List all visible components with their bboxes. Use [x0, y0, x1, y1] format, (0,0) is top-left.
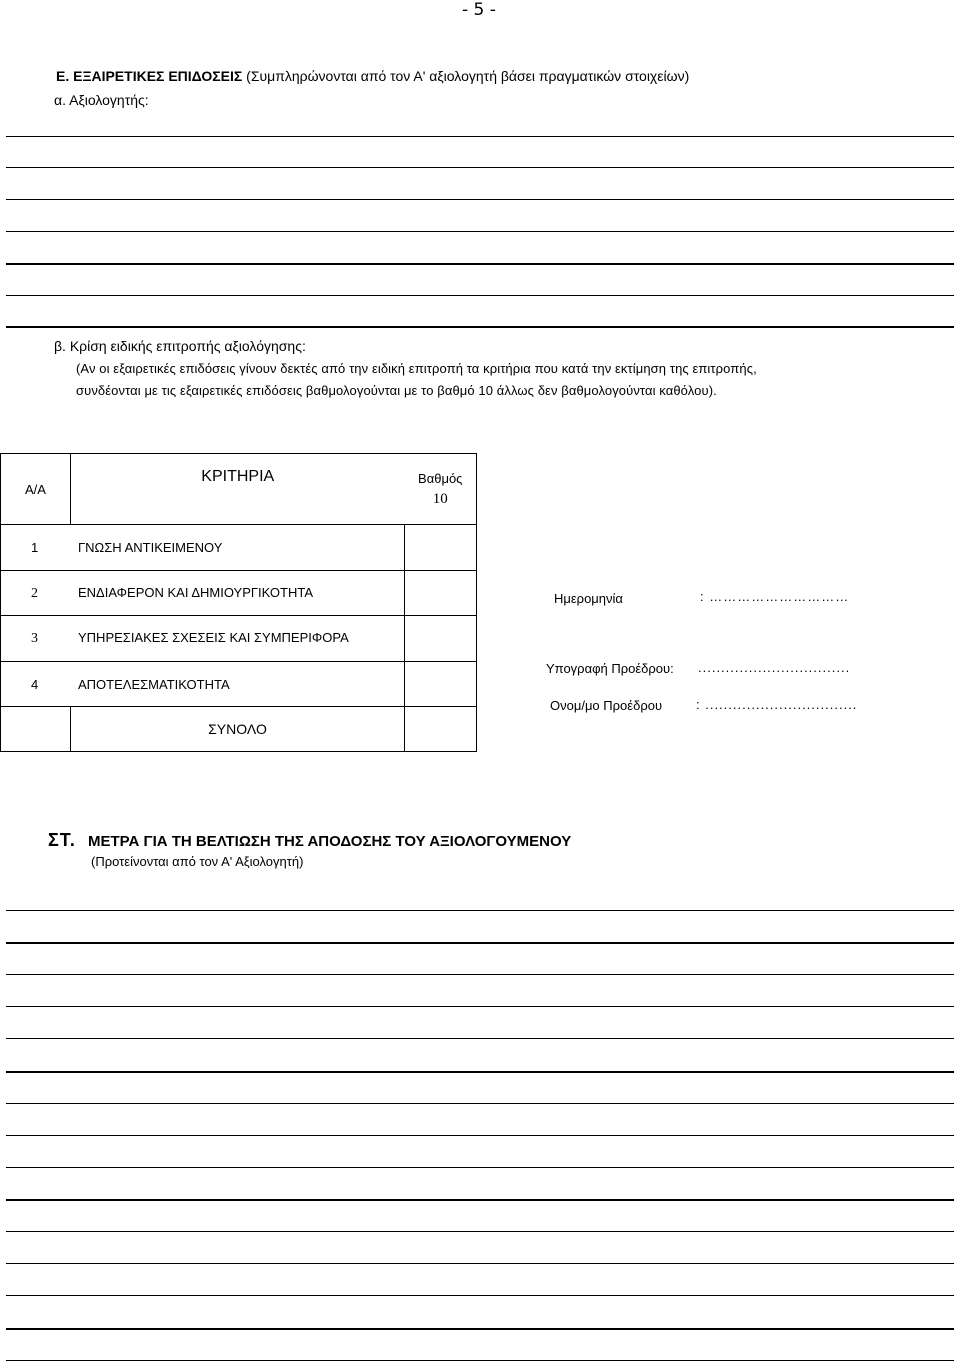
page-number: - 5 -: [462, 0, 496, 20]
criterion-number: 4: [31, 676, 39, 692]
grade-cell[interactable]: [405, 616, 477, 662]
criterion-cell: [1, 616, 405, 662]
criterion-label: ΓΝΩΣΗ ΑΝΤΙΚΕΙΜΕΝΟΥ: [78, 540, 223, 555]
evaluator-line[interactable]: [6, 199, 954, 200]
table-row: [1, 662, 477, 707]
evaluator-line[interactable]: [6, 167, 954, 168]
committee-label: β. Κρίση ειδικής επιτροπής αξιολόγησης:: [54, 338, 306, 354]
criterion-cell: [1, 525, 405, 571]
section-st-subtitle: (Προτείνονται από τον Α' Αξιολογητή): [91, 854, 304, 869]
measures-line[interactable]: [6, 1263, 954, 1264]
grade-cell[interactable]: [405, 571, 477, 616]
evaluator-line[interactable]: [6, 326, 954, 328]
header-grade: [405, 454, 477, 525]
date-label: Ημερομηνία: [554, 591, 623, 606]
measures-line[interactable]: [6, 1006, 954, 1007]
measures-line[interactable]: [6, 974, 954, 975]
president-signature-label: Υπογραφή Προέδρου:: [546, 661, 674, 676]
criterion-number: 3: [31, 631, 38, 646]
criterion-label: ΕΝΔΙΑΦΕΡΟΝ ΚΑΙ ΔΗΜΙΟΥΡΓΙΚΟΤΗΤΑ: [78, 584, 314, 600]
total-spacer: [1, 707, 71, 752]
header-grade-value: 10: [432, 491, 448, 507]
measures-line[interactable]: [6, 1231, 954, 1232]
header-criteria-label: ΚΡΙΤΗΡΙΑ: [201, 468, 275, 485]
criterion-number: 2: [31, 585, 38, 601]
grade-cell[interactable]: [405, 525, 477, 571]
section-e-subtitle: (Συμπληρώνονται από τον Α' αξιολογητή βάσει πραγματικών στοιχείων): [246, 68, 690, 84]
table-row: [1, 525, 477, 571]
measures-line[interactable]: [6, 1071, 954, 1073]
header-criteria: [71, 454, 405, 525]
criterion-label: ΥΠΗΡΕΣΙΑΚΕΣ ΣΧΕΣΕΙΣ ΚΑΙ ΣΥΜΠΕΡΙΦΟΡΑ: [78, 630, 349, 645]
criterion-label: ΑΠΟΤΕΛΕΣΜΑΤΙΚΟΤΗΤΑ: [78, 676, 230, 692]
header-aa: Α/Α: [1, 454, 71, 525]
criterion-cell: [1, 662, 405, 707]
president-name-field[interactable]: : .................................: [696, 697, 858, 712]
measures-line[interactable]: [6, 910, 954, 911]
measures-line[interactable]: [6, 1038, 954, 1039]
grade-cell[interactable]: [405, 662, 477, 707]
committee-note-line-2: συνδέονται με τις εξαιρετικές επιδόσεις βαθμολογούνται με το βαθμό 10 άλλως δεν βαθμολογούνται καθόλου).: [76, 383, 717, 398]
date-field[interactable]: : …………………………: [700, 589, 850, 604]
criteria-header-row: [1, 454, 477, 525]
evaluator-line[interactable]: [6, 231, 954, 232]
measures-line[interactable]: [6, 1135, 954, 1136]
president-name-label: Ονομ/μο Προέδρου: [550, 698, 663, 713]
measures-line[interactable]: [6, 942, 954, 944]
criterion-cell: [1, 571, 405, 616]
header-grade-label: Βαθμός: [418, 471, 463, 486]
section-e-title: Ε. ΕΞΑΙΡΕΤΙΚΕΣ ΕΠΙΔΟΣΕΙΣ: [56, 68, 243, 84]
president-signature-field[interactable]: .................................: [698, 660, 851, 675]
section-st-heading: [48, 830, 571, 851]
measures-line[interactable]: [6, 1103, 954, 1104]
total-grade-cell[interactable]: [405, 707, 477, 752]
measures-line[interactable]: [6, 1167, 954, 1168]
total-label: ΣΥΝΟΛΟ: [71, 707, 405, 752]
evaluator-line[interactable]: [6, 263, 954, 265]
measures-line[interactable]: [6, 1199, 954, 1201]
table-row: [1, 571, 477, 616]
section-st-code: ΣΤ.: [48, 830, 76, 850]
evaluator-line[interactable]: [6, 295, 954, 296]
section-e-heading: [56, 68, 689, 84]
committee-note-line-1: (Αν οι εξαιρετικές επιδόσεις γίνουν δεκτές από την ειδική επιτροπή τα κριτήρια που κατά την εκτίμηση της επιτροπής,: [76, 361, 757, 376]
measures-line[interactable]: [6, 1328, 954, 1330]
table-row: [1, 616, 477, 662]
section-st-title: ΜΕΤΡΑ ΓΙΑ ΤΗ ΒΕΛΤΙΩΣΗ ΤΗΣ ΑΠΟΔΟΣΗΣ ΤΟΥ ΑΞΙΟΛΟΓΟΥΜΕΝΟΥ: [88, 833, 572, 850]
total-row: [1, 707, 477, 752]
measures-line[interactable]: [6, 1295, 954, 1296]
criterion-number: 1: [31, 540, 39, 555]
criteria-table: [0, 453, 477, 752]
evaluator-line[interactable]: [6, 136, 954, 137]
measures-line[interactable]: [6, 1360, 954, 1361]
evaluator-label: α. Αξιολογητής:: [54, 92, 149, 108]
